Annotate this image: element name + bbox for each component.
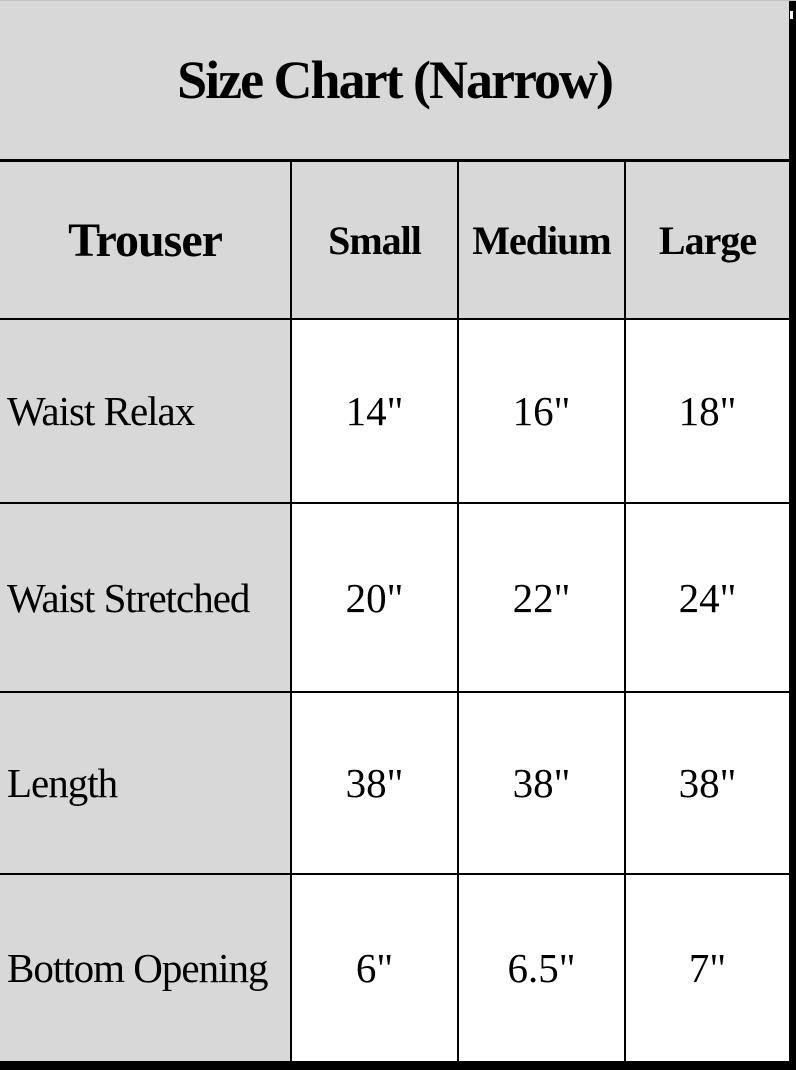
scan-notch bbox=[790, 11, 793, 19]
scan-edge-right-bar bbox=[789, 1, 796, 1070]
value-cell-waist-stretched-medium: 22" bbox=[459, 504, 626, 693]
value-cell-length-large: 38" bbox=[626, 693, 789, 875]
header-cell-medium: Medium bbox=[459, 162, 626, 320]
header-cell-trouser: Trouser bbox=[0, 162, 292, 320]
header-cell-small: Small bbox=[292, 162, 459, 320]
value-cell-waist-relax-small: 14" bbox=[292, 320, 459, 504]
scan-edge-bottom-bar bbox=[0, 1061, 796, 1070]
value-cell-waist-stretched-large: 24" bbox=[626, 504, 789, 693]
value-cell-bottom-opening-small: 6" bbox=[292, 875, 459, 1061]
row-label-waist-stretched: Waist Stretched bbox=[0, 504, 292, 693]
size-table bbox=[0, 162, 789, 1061]
value-cell-waist-relax-medium: 16" bbox=[459, 320, 626, 504]
value-cell-length-medium: 38" bbox=[459, 693, 626, 875]
row-label-waist-relax: Waist Relax bbox=[0, 320, 292, 504]
value-cell-length-small: 38" bbox=[292, 693, 459, 875]
value-cell-waist-relax-large: 18" bbox=[626, 320, 789, 504]
row-label-bottom-opening: Bottom Opening bbox=[0, 875, 292, 1061]
value-cell-waist-stretched-small: 20" bbox=[292, 504, 459, 693]
row-label-length: Length bbox=[0, 693, 292, 875]
value-cell-bottom-opening-medium: 6.5" bbox=[459, 875, 626, 1061]
header-cell-large: Large bbox=[626, 162, 789, 320]
value-cell-bottom-opening-large: 7" bbox=[626, 875, 789, 1061]
page-title: Size Chart (Narrow) bbox=[0, 1, 789, 162]
